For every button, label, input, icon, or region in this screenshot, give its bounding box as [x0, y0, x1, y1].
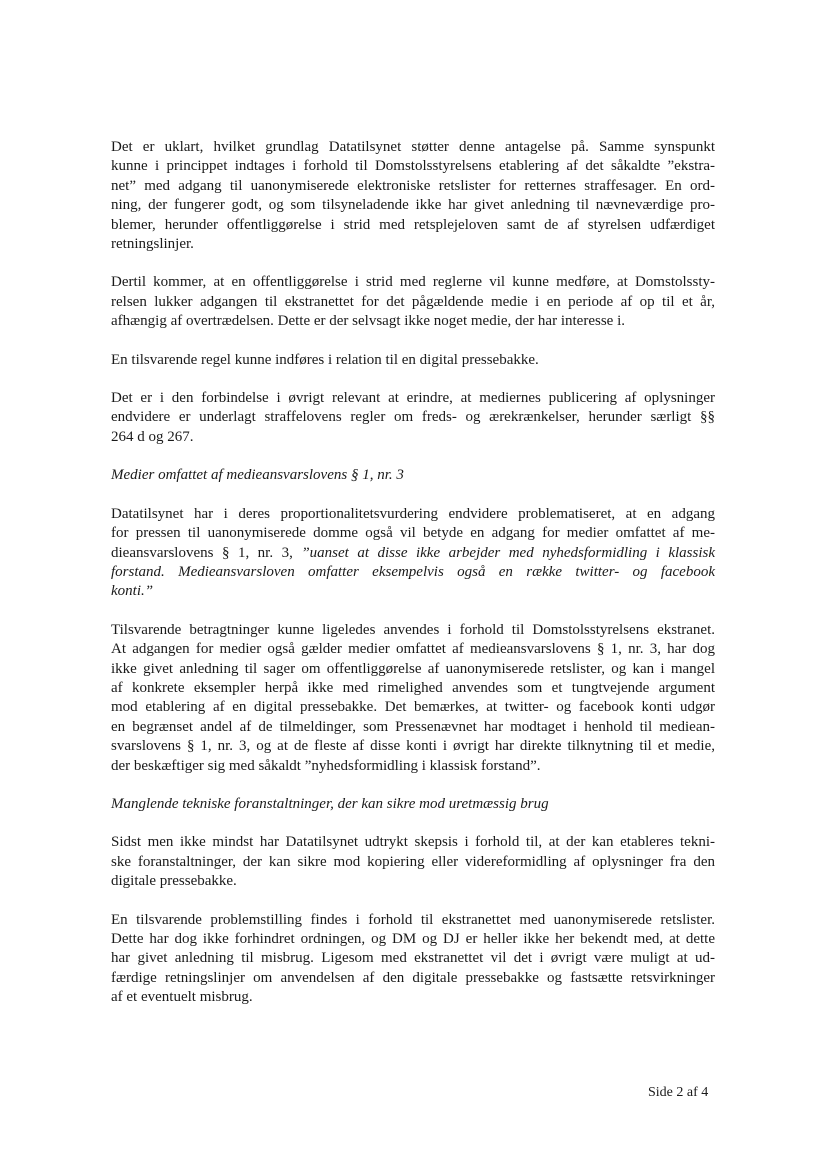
text-line: Dette har dog ikke forhindret ordningen, og DM og DJ er heller ikke her bekendt med, at dette — [111, 931, 715, 947]
text-line: ning, der fungerer godt, og som tilsyneladende ikke har givet anledning til nævneværdige pro- — [111, 197, 715, 214]
text-line: Tilsvarende betragtninger kunne ligeledes anvendes i forhold til Domstolsstyrelsens ekstranet. — [111, 621, 715, 638]
text-line: har givet anledning til misbrug. Ligesom med ekstranettet vil det i øvrigt være muligt at ud- — [111, 950, 715, 967]
text-line: Det er uklart, hvilket grundlag Datatilsynet støtter denne antagelse på. Samme synspunkt — [111, 139, 715, 155]
text-line: af et eventuelt misbrug. — [111, 989, 253, 1006]
quote-line: konti.” — [111, 583, 154, 600]
paragraph-4 — [111, 389, 715, 447]
text-line: for pressen til uanonymiserede domme også vil betyde en adgang for medier omfattet af me- — [111, 525, 715, 542]
text-line: digitale pressebakke. — [111, 873, 237, 890]
quote-line: forstand. Medieansvarsloven omfatter eksempelvis også en række twitter- og facebook — [111, 563, 715, 580]
text-line: Dertil kommer, at en offentliggørelse i strid med reglerne vil kunne medføre, at Domstolssty- — [111, 274, 715, 291]
quote-text: ”uanset at disse ikke arbejder med nyhedsformidling i klassisk — [301, 544, 715, 561]
heading-text: Medier omfattet af medieansvarslovens § 1, nr. 3 — [111, 467, 404, 484]
text-line: ske foranstaltninger, der kan sikre mod kopiering eller videreformidling af oplysninger fra den — [111, 853, 715, 870]
text-line: færdige retningslinjer om anvendelsen af den digitale pressebakke og fastsætte retsvirkninger — [111, 969, 715, 986]
text-line: mod etablering af en digital pressebakke. Det bemærkes, at twitter- og facebook konti udgør — [111, 699, 715, 716]
text-line: kunne i princippet indtages i forhold til Domstolsstyrelsens etablering af det såkaldte ”ekstra- — [111, 158, 715, 175]
text-line: Datatilsynet har i deres proportionalitetsvurdering endvidere problematiseret, at en adgang — [111, 505, 715, 522]
text-line: En tilsvarende regel kunne indføres i relation til en digital pressebakke. — [111, 351, 539, 368]
paragraph-5 — [111, 505, 715, 602]
paragraph-3 — [111, 351, 715, 370]
paragraph-1 — [111, 138, 715, 254]
paragraph-2 — [111, 273, 715, 331]
text-line: 264 d og 267. — [111, 428, 194, 445]
heading-text: Manglende tekniske foranstaltninger, der kan sikre mod uretmæssig brug — [111, 795, 549, 812]
plain-text: dieansvarslovens § 1, nr. 3, — [111, 544, 302, 561]
text-line: afhængig af overtrædelsen. Dette er der selvsagt ikke noget medie, der har interesse i. — [111, 313, 625, 330]
text-line: Sidst men ikke mindst har Datatilsynet udtrykt skepsis i forhold til, at der kan etableres tekni- — [111, 834, 715, 851]
text-line: Det er i den forbindelse i øvrigt relevant at erindre, at mediernes publicering af oplysninger — [111, 390, 715, 407]
text-line: en begrænset andel af de tilmeldinger, som Pressenævnet har modtaget i henhold til mediean- — [111, 718, 715, 735]
paragraph-9 — [111, 911, 715, 1008]
text-line: der beskæftiger sig med såkaldt ”nyhedsformidling i klassisk forstand”. — [111, 757, 541, 774]
text-line: relsen lukker adgangen til ekstranettet for det pågældende medie i en periode af op til et år, — [111, 293, 715, 310]
text-line: endvidere er underlagt straffelovens regler om freds- og ærekrænkelser, herunder særligt §§ — [111, 409, 715, 426]
text-line: ikke givet anledning til sager om offentliggørelse af uanonymiserede retslister, og kan i mangel — [111, 660, 715, 677]
text-line: svarslovens § 1, nr. 3, og at de fleste af disse konti i øvrigt har direkte tilknytning til et medie, — [111, 738, 715, 755]
text-line: blemer, herunder offentliggørelse i strid med retsplejeloven samt de af styrelsen udfærdiget — [111, 216, 715, 233]
text-line-mixed — [111, 544, 715, 563]
document-body — [111, 138, 715, 1027]
text-line: af konkrete eksempler herpå ikke med rimelighed anvendes som et tungtvejende argument — [111, 679, 715, 696]
section-heading-tekniske — [111, 795, 715, 814]
text-line: At adgangen for medier også gælder medier omfattet af medieansvarslovens § 1, nr. 3, har dog — [111, 641, 715, 658]
text-line: En tilsvarende problemstilling findes i forhold til ekstranettet med uanonymiserede retslister. — [111, 911, 715, 928]
section-heading-medier — [111, 466, 715, 485]
text-line: retningslinjer. — [111, 236, 194, 253]
page-number: Side 2 af 4 — [648, 1085, 709, 1100]
paragraph-6 — [111, 621, 715, 776]
text-line: net” med adgang til uanonymiserede elektroniske retslister for retternes straffesager. En ord- — [111, 177, 715, 194]
paragraph-8 — [111, 833, 715, 891]
